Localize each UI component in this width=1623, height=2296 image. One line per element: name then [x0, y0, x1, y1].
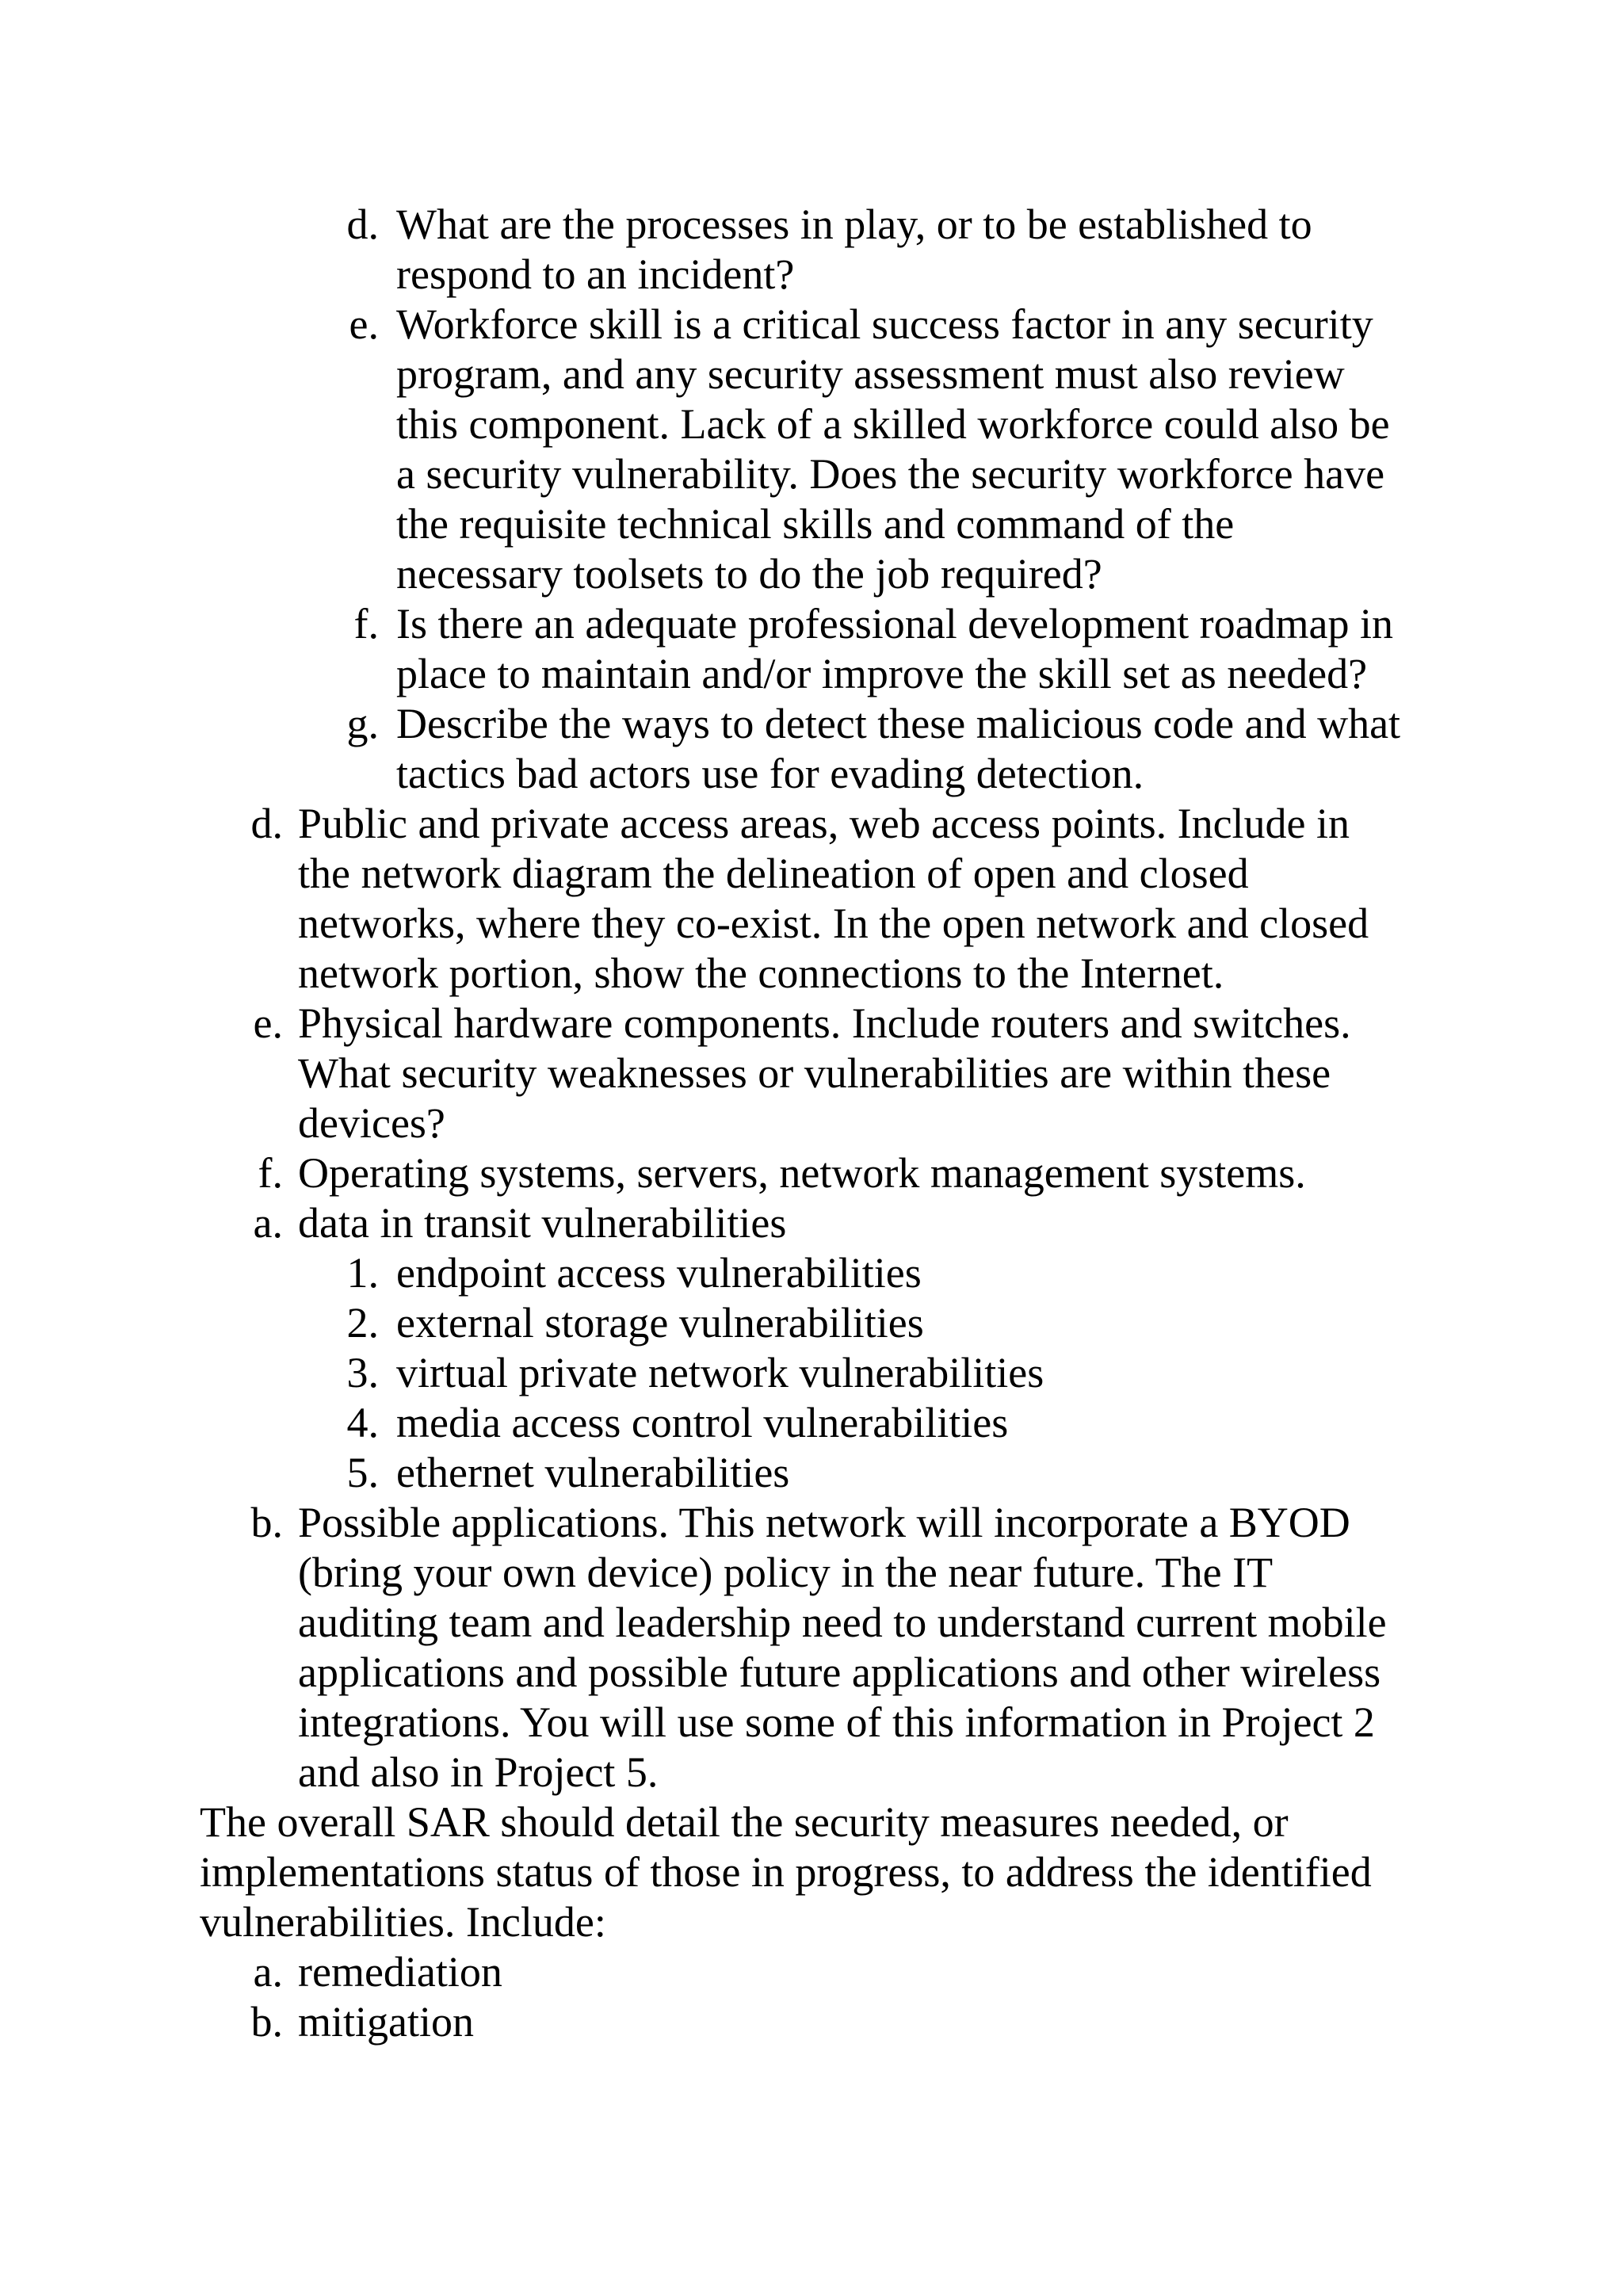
item-d-access-areas — [250, 799, 1369, 999]
list-marker: e. — [253, 999, 283, 1047]
sub-item-f — [353, 599, 1394, 699]
item-e-hardware — [253, 999, 1351, 1148]
list-item-line: applications and possible future applications and other wireless — [298, 1648, 1381, 1696]
list-marker: g. — [346, 700, 379, 747]
numbered-item-3 — [346, 1348, 1044, 1398]
list-item-line: devices? — [298, 1099, 445, 1147]
list-item-line: a security vulnerability. Does the security workforce have — [396, 450, 1385, 498]
list-item-line: integrations. You will use some of this information in Project 2 — [298, 1698, 1375, 1746]
list-marker: e. — [349, 300, 379, 348]
list-item-line: What security weaknesses or vulnerabilities are within these — [298, 1049, 1331, 1097]
paragraph-line: vulnerabilities. Include: — [200, 1898, 606, 1946]
item-b-applications — [250, 1498, 1387, 1797]
list-item-line: Operating systems, servers, network management systems. — [298, 1149, 1306, 1197]
list-marker: d. — [250, 800, 283, 847]
list-item-line: external storage vulnerabilities — [396, 1299, 924, 1347]
list-item-line: network portion, show the connections to the Internet. — [298, 949, 1224, 997]
sub-item-d — [346, 200, 1312, 300]
list-marker: d. — [346, 201, 379, 248]
list-marker: 5. — [346, 1449, 379, 1496]
list-item-line: necessary toolsets to do the job required? — [396, 550, 1102, 598]
list-item-line: media access control vulnerabilities — [396, 1399, 1009, 1446]
list-marker: 4. — [346, 1399, 379, 1446]
list-marker: 3. — [346, 1349, 379, 1396]
list-item-line: mitigation — [298, 1998, 474, 2046]
paragraph-line: implementations status of those in progress, to address the identified — [200, 1848, 1372, 1896]
item-a-data-in-transit — [253, 1198, 787, 1248]
include-item-remediation — [253, 1947, 502, 1997]
list-item-line: networks, where they co-exist. In the open network and closed — [298, 900, 1369, 947]
list-item-line: the network diagram the delineation of open and closed — [298, 850, 1249, 897]
numbered-item-2 — [346, 1298, 924, 1348]
list-item-line: (bring your own device) policy in the near future. The IT — [298, 1549, 1274, 1596]
list-item-line: Workforce skill is a critical success factor in any security — [396, 300, 1373, 348]
sub-item-e — [349, 300, 1390, 599]
list-item-line: this component. Lack of a skilled workforce could also be — [396, 400, 1390, 448]
list-item-line: program, and any security assessment must also review — [396, 350, 1345, 398]
list-marker: 1. — [346, 1249, 379, 1297]
list-item-line: virtual private network vulnerabilities — [396, 1349, 1044, 1396]
list-item-line: Public and private access areas, web access points. Include in — [298, 800, 1350, 847]
list-item-line: place to maintain and/or improve the skill set as needed? — [396, 650, 1368, 697]
list-item-line: the requisite technical skills and command of the — [396, 500, 1235, 548]
list-marker: 2. — [346, 1299, 379, 1347]
list-item-line: and also in Project 5. — [298, 1748, 659, 1796]
list-marker: b. — [250, 1499, 283, 1546]
list-item-line: Is there an adequate professional development roadmap in — [396, 600, 1394, 648]
paragraph-line: The overall SAR should detail the security measures needed, or — [200, 1798, 1289, 1846]
list-item-line: Possible applications. This network will incorporate a BYOD — [298, 1499, 1350, 1546]
list-marker: b. — [250, 1998, 283, 2046]
list-item-line: remediation — [298, 1948, 502, 1996]
list-marker: a. — [253, 1948, 283, 1996]
list-marker: f. — [353, 600, 379, 648]
sub-item-g — [346, 699, 1401, 799]
list-item-line: ethernet vulnerabilities — [396, 1449, 790, 1496]
list-item-line: data in transit vulnerabilities — [298, 1199, 787, 1247]
list-marker: a. — [253, 1199, 283, 1247]
list-item-line: Describe the ways to detect these malicious code and what — [396, 700, 1401, 747]
list-item-line: endpoint access vulnerabilities — [396, 1249, 922, 1297]
list-item-line: Physical hardware components. Include routers and switches. — [298, 999, 1351, 1047]
include-item-mitigation — [250, 1997, 474, 2047]
numbered-item-5 — [346, 1448, 790, 1498]
item-f-operating-systems — [258, 1148, 1306, 1198]
list-item-line: auditing team and leadership need to understand current mobile — [298, 1599, 1387, 1646]
list-marker: f. — [258, 1149, 283, 1197]
list-item-line: What are the processes in play, or to be established to — [396, 201, 1312, 248]
list-item-line: respond to an incident? — [396, 250, 795, 298]
numbered-item-1 — [346, 1248, 922, 1298]
list-item-line: tactics bad actors use for evading detection. — [396, 750, 1144, 797]
numbered-item-4 — [346, 1398, 1009, 1448]
sar-paragraph — [200, 1797, 1372, 1947]
